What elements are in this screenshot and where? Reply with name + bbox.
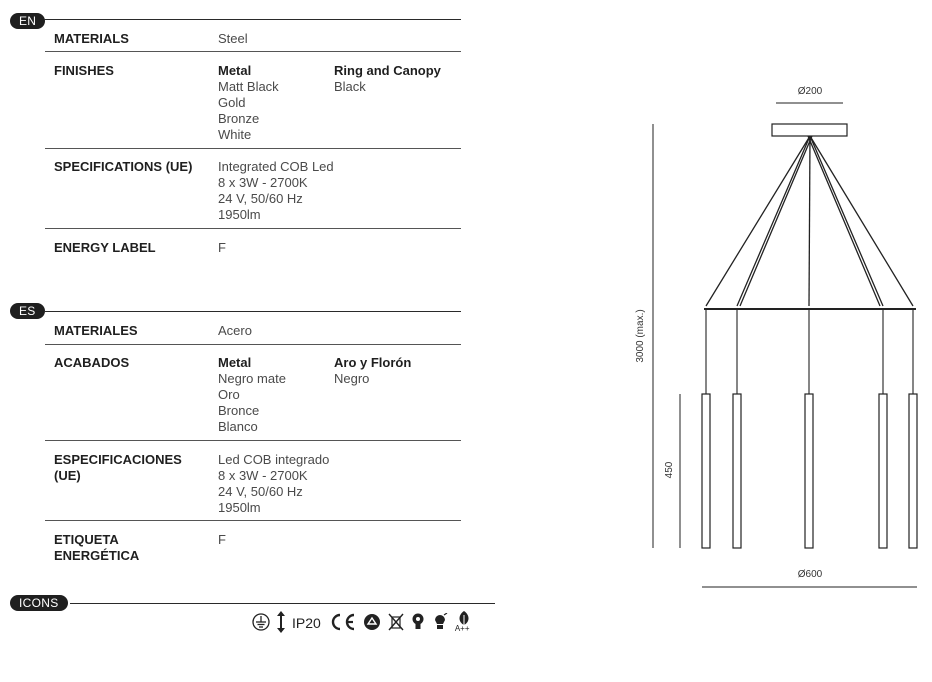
especificaciones-value: Led COB integrado 8 x 3W - 2700K 24 V, 50/60 Hz 1950lm: [218, 452, 330, 515]
divider: [45, 344, 461, 345]
ip20-rating: IP20: [292, 615, 321, 631]
section-rule-es: [44, 311, 461, 312]
tube-height-dimension: 450: [664, 461, 675, 479]
materials-label: MATERIALS: [54, 31, 129, 46]
ce-mark-icon: [328, 613, 356, 634]
section-tag-icons: ICONS: [10, 595, 68, 611]
energy-class-text: A++: [454, 624, 470, 633]
finishes-label: FINISHES: [54, 63, 114, 78]
led-tubes: [702, 394, 917, 548]
canopy-dimension: Ø200: [797, 86, 823, 97]
height-adjustable-icon: [277, 611, 285, 636]
ring-dimension: Ø600: [797, 569, 823, 580]
section-rule-en: [44, 19, 461, 20]
finishes-ring-column: Ring and Canopy Black: [334, 63, 441, 94]
section-tag-en: EN: [10, 13, 45, 29]
specifications-label: SPECIFICATIONS (UE): [54, 159, 193, 174]
energy-label-value: F: [218, 240, 226, 255]
materiales-value: Acero: [218, 323, 252, 338]
divider: [45, 51, 461, 52]
acabados-aro-column: Aro y Florón Negro: [334, 355, 412, 386]
led-bulb-icon: [432, 613, 448, 634]
divider: [45, 228, 461, 229]
section-rule-icons: [70, 603, 495, 604]
energy-efficiency-icon: [455, 611, 473, 635]
canopy: [772, 124, 847, 136]
technical-drawing: [600, 70, 930, 600]
pendant-cords: [706, 310, 913, 394]
acabados-metal-column: Metal Negro mate Oro Bronce Blanco: [218, 355, 286, 434]
especificaciones-label: ESPECIFICACIONES (UE): [54, 452, 182, 483]
earth-ground-icon: [252, 613, 270, 634]
energy-label-label: ENERGY LABEL: [54, 240, 156, 255]
finishes-metal-column: Metal Matt Black Gold Bronze White: [218, 63, 279, 142]
etiqueta-label: ETIQUETA ENERGÉTICA: [54, 532, 140, 563]
specifications-value: Integrated COB Led 8 x 3W - 2700K 24 V, 50/60 Hz 1950lm: [218, 159, 334, 222]
divider: [45, 440, 461, 441]
bulb-included-icon: [411, 613, 425, 634]
recycle-icon: [363, 613, 381, 634]
certification-icons: [252, 611, 473, 635]
total-height-dimension: 3000 (max.): [635, 309, 646, 363]
etiqueta-value: F: [218, 532, 226, 547]
weee-bin-icon: [388, 613, 404, 634]
section-tag-es: ES: [10, 303, 45, 319]
suspension-wires: [706, 136, 913, 306]
divider: [45, 520, 461, 521]
acabados-label: ACABADOS: [54, 355, 130, 370]
divider: [45, 148, 461, 149]
materials-value: Steel: [218, 31, 248, 46]
materiales-label: MATERIALES: [54, 323, 138, 338]
